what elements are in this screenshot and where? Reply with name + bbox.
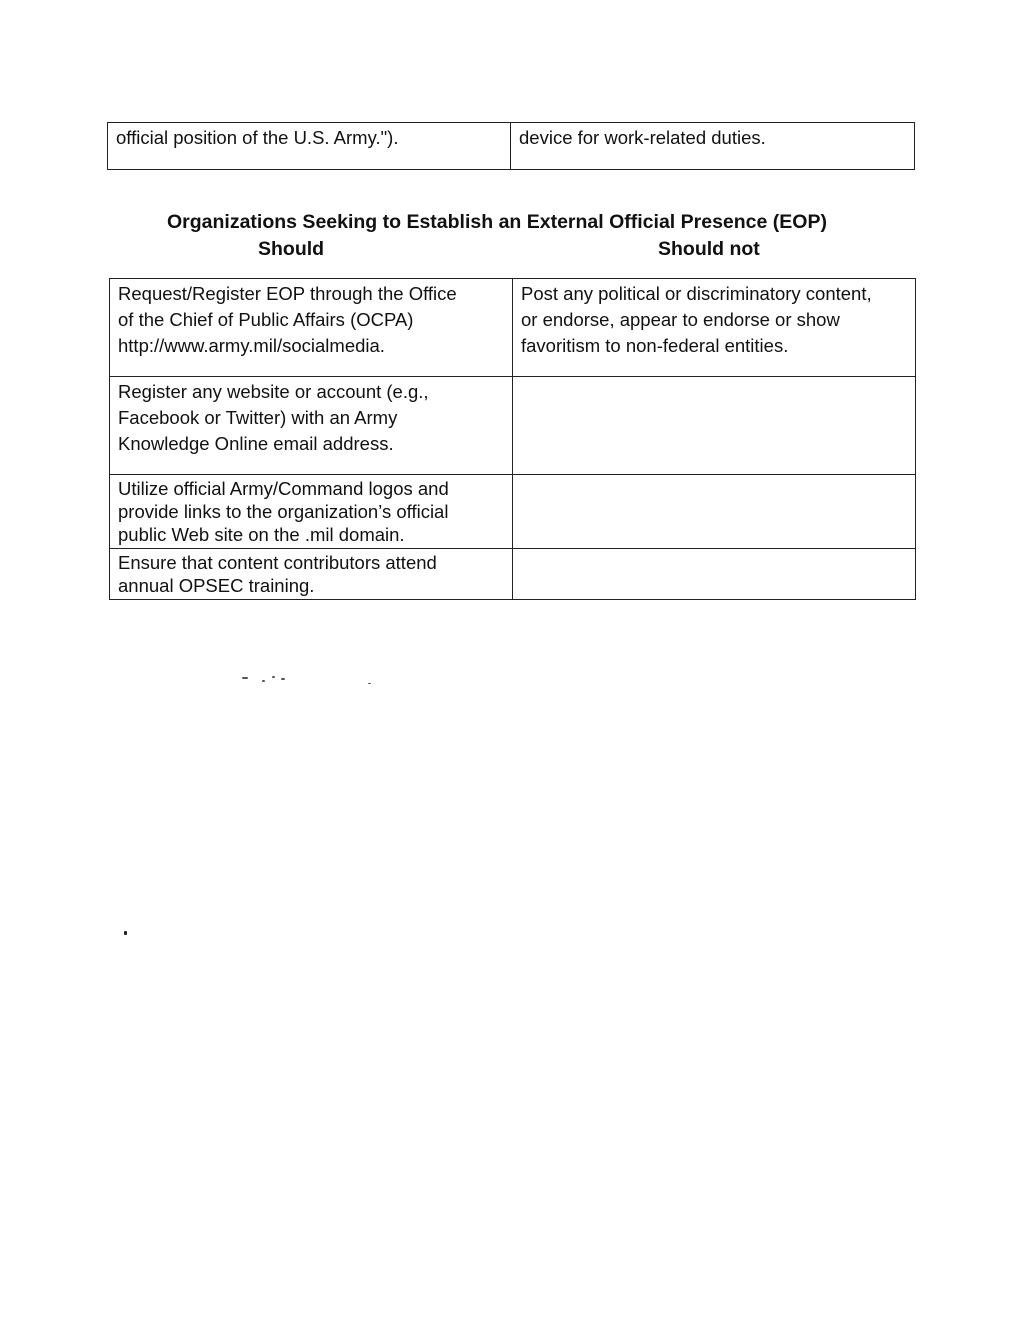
- should-not-cell: [513, 377, 916, 475]
- cell-text: Request/Register EOP through the Office of the Chief of Public Affairs (OCPA) http://www.army.mil/socialmedia.: [118, 283, 457, 356]
- table-cell: [511, 123, 915, 170]
- cell-text: device for work-related duties.: [519, 127, 766, 148]
- eop-guidance-table: [109, 278, 916, 600]
- scan-speck: [281, 678, 285, 680]
- table-row: [108, 123, 915, 170]
- scan-speck: [262, 680, 265, 682]
- scan-speck: [368, 683, 371, 684]
- table-row: [110, 377, 916, 475]
- should-cell: [110, 377, 513, 475]
- should-cell: [110, 475, 513, 549]
- cell-text: Register any website or account (e.g., Facebook or Twitter) with an Army Knowledge Online email address.: [118, 381, 429, 454]
- table-row: [110, 475, 916, 549]
- cell-text: official position of the U.S. Army.").: [116, 127, 399, 148]
- continued-table: [107, 122, 915, 170]
- should-not-cell: [513, 475, 916, 549]
- table-row: [110, 549, 916, 600]
- column-header-should: Should: [258, 238, 325, 260]
- should-cell: [110, 279, 513, 377]
- scan-speck: [272, 676, 275, 678]
- cell-text: Ensure that content contributors attend annual OPSEC training.: [118, 552, 437, 596]
- should-not-cell: [513, 279, 916, 377]
- section-heading: Organizations Seeking to Establish an External Official Presence (EOP): [167, 211, 827, 233]
- scan-speck: [124, 931, 127, 935]
- scan-speck: [242, 677, 248, 679]
- table-row: [110, 279, 916, 377]
- cell-text: Utilize official Army/Command logos and provide links to the organization’s official public Web site on the .mil domain.: [118, 478, 449, 545]
- cell-text: Post any political or discriminatory content, or endorse, appear to endorse or show favoritism to non-federal entities.: [521, 283, 872, 356]
- should-not-cell: [513, 549, 916, 600]
- column-header-should-not: Should not: [658, 238, 760, 260]
- should-cell: [110, 549, 513, 600]
- table-cell: [108, 123, 511, 170]
